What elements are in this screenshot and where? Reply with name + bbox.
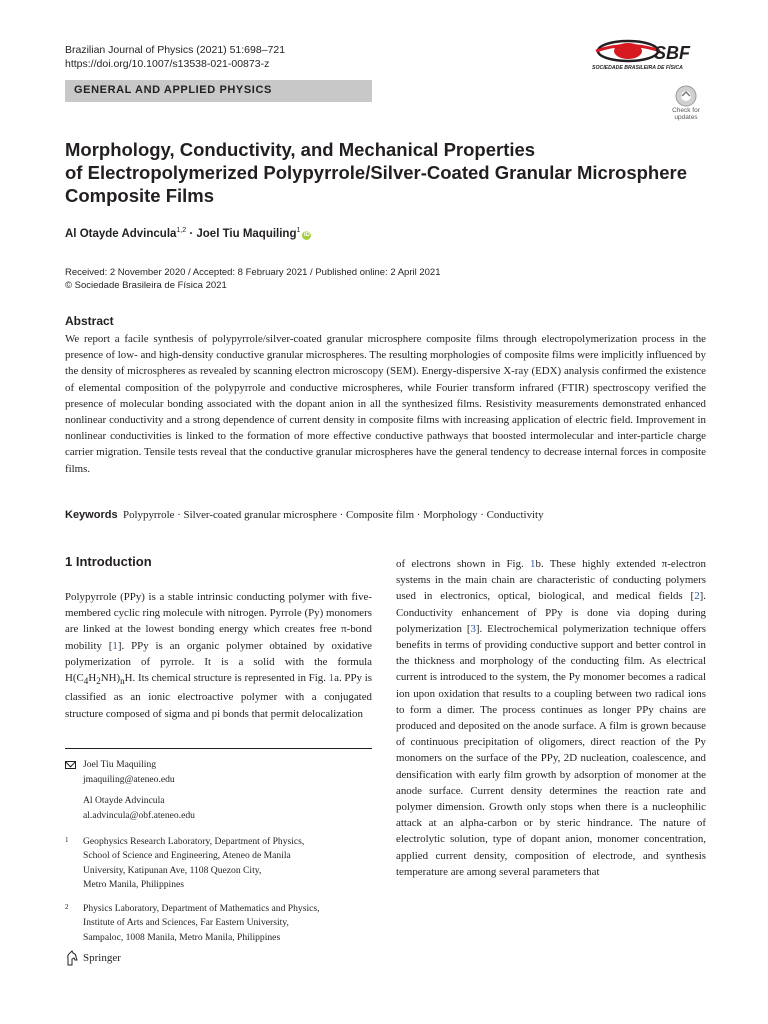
check-line2: updates: [674, 114, 698, 121]
affiliation-line: Geophysics Research Laboratory, Department of Physics,: [83, 836, 305, 847]
section-heading-introduction: 1 Introduction: [65, 554, 152, 569]
title-line-2: of Electropolymerized Polypyrrole/Silver-Coated Granular Microsphere: [65, 162, 687, 183]
check-line1: Check for: [672, 107, 700, 114]
copyright-line: © Sociedade Brasileira de Física 2021: [65, 280, 227, 291]
affiliation-line: Sampaloc, 1008 Manila, Metro Manila, Philippines: [83, 931, 281, 943]
abstract-text: We report a facile synthesis of polypyrrole/silver-coated granular microsphere composite films through electropolymerization process in the presence of low- and high-density conductive granular microspheres. The resulting morphologies of composite films were implicitly influenced by the density of microspheres as revealed by scanning electron microscopy (SEM). Energy-dispersive X-ray (EDX) analysis confirmed the existence of elemental composition of the polypyrrole and conductive microspheres, while Fourier transform infrared (FTIR) spectroscopy verified the presence of molecular bonding associated with the dopant anion in all the synthesized films. Resistivity measurements demonstrated enhanced nonlinear conductivity and a strong dependence of current density in composite films with increasing application of electric field. Improvement in nonlinear conductivities is linked to the formation of more effective conductive pathways that boosted intermolecular and inter-particle charge carrier migration. Tensile tests reveal that the conductive granular microspheres have the general tendency to decrease internal forces in composite films.: [65, 333, 706, 475]
envelope-icon: [65, 761, 76, 769]
author-affiliation-marker: 1,2: [176, 227, 187, 234]
body-text: of electrons shown in Fig.: [396, 558, 531, 570]
affiliation-line: Metro Manila, Philippines: [83, 878, 184, 890]
citation-link[interactable]: 3: [470, 622, 476, 635]
keywords-line: [65, 509, 544, 521]
publisher-name: Springer: [83, 952, 121, 964]
body-text: ]. Electrochemical polymerization technique offers benefits in terms of providing conductive support and better control in the thickness and morphology of the conducting film. As electrical current is introduced to the system, the Py monomer becomes a radical ion upon oxidation that results to a coupling between two radical ions to form a dimer. The process continues as longer PPy chains are produced and deposited on the anode surface. A film is grown because of continuous precipitation of oligomers, direct reaction of the Py monomers on the surface of the PPy, 2D nucleation, coalescence, and densification with early film growth by adsorption of monomer at the anode surface. Current density determines the reaction rate and polymer dimension. Growth only stops when there is a nucleophilic attack at an alpha-carbon or by steric hindrance. The nature of electrolytic solution, type of dopant anion, monomer concentration, applied current density, composition of electrode, and synthesis temperature are among several parameters that: [396, 622, 707, 878]
affiliation-line: University, Katipunan Ave, 1108 Quezon City,: [83, 864, 262, 876]
body-text: a. PPy is classified as an ionic electroactive polymer with a conjugated structure composed of sigma and pi bonds that permit delocalization: [65, 672, 372, 720]
affiliation-number: 1: [65, 836, 69, 844]
citation-link[interactable]: 1: [112, 639, 118, 652]
title-line-1: Morphology, Conductivity, and Mechanical Properties: [65, 139, 536, 160]
author-separator: ·: [186, 227, 197, 240]
corresponding-author-name: Joel Tiu Maquiling: [83, 759, 157, 770]
journal-citation: Brazilian Journal of Physics (2021) 51:698–721: [65, 44, 286, 56]
author-name[interactable]: Joel Tiu Maquiling: [196, 227, 297, 240]
correspondence-block: [65, 758, 320, 945]
affiliation-line: School of Science and Engineering, Ateneo de Manila: [83, 850, 291, 862]
affiliation-line: Physics Laboratory, Department of Mathematics and Physics,: [83, 903, 320, 915]
body-text: ]. Conductivity enhancement of PPy is done via doping during polymerization [: [396, 590, 706, 635]
logo-brand: SBF: [654, 43, 690, 63]
body-text: H. Its chemical structure is represented in Fig.: [124, 672, 329, 685]
body-text: b. These highly extended π-electron systems in the main chain are characteristic of conducting polymers used in electronics, optical, biological, and medical fields [: [396, 558, 707, 603]
affiliation-number: 2: [65, 903, 69, 912]
subscript: n: [120, 676, 125, 687]
keywords-text: Polypyrrole · Silver-coated granular microsphere · Composite film · Morphology · Conductivity: [123, 509, 544, 521]
coauthor-email[interactable]: al.advincula@obf.ateneo.edu: [83, 809, 195, 821]
body-text: H: [88, 672, 97, 685]
title-line-3: Composite Films: [65, 185, 215, 206]
journal-header: [65, 43, 285, 71]
orcid-icon[interactable]: iD: [303, 231, 310, 238]
body-text: NH): [100, 672, 121, 685]
body-column-left: [65, 589, 372, 722]
author-affiliation-marker: 1: [296, 227, 301, 234]
affiliation-item: [65, 902, 320, 945]
author-name[interactable]: Al Otayde Advincula: [65, 227, 177, 240]
citation-link[interactable]: 2: [694, 590, 700, 603]
abstract-heading: Abstract: [65, 314, 114, 328]
article-title: [65, 138, 705, 207]
footnote-divider: [65, 748, 372, 749]
coauthor-name: Al Otayde Advincula: [83, 795, 165, 806]
springer-horse-icon: [65, 950, 79, 966]
body-text: Polypyrrole (PPy) is a stable intrinsic conducting polymer with five-membered cyclic ring molecule with nitrogen. Pyrrole (Py) monomers are linked at the lowest bonding energy which creates free π-bond mobility [: [65, 591, 372, 652]
figure-link[interactable]: 1: [530, 558, 536, 570]
corresponding-author-email[interactable]: jmaquiling@ateneo.edu: [83, 773, 175, 785]
section-label-bar: [65, 80, 372, 102]
logo-subtitle: SOCIEDADE BRASILEIRA DE FÍSICA: [592, 65, 683, 71]
doi-link[interactable]: https://doi.org/10.1007/s13538-021-00873-z: [65, 58, 270, 70]
figure-link[interactable]: 1: [328, 672, 335, 685]
check-for-updates-label[interactable]: [664, 107, 708, 121]
publisher-footer: [65, 950, 121, 966]
article-dates: [65, 266, 441, 292]
affiliation-line: Institute of Arts and Sciences, Far Eastern University,: [83, 917, 289, 929]
subscript: 4: [83, 676, 89, 687]
author-list: [65, 227, 311, 240]
published-date: / Published online: 2 April 2021: [307, 267, 441, 278]
section-label: GENERAL AND APPLIED PHYSICS: [74, 84, 272, 96]
subscript: 2: [96, 676, 101, 687]
body-text: ]. PPy is an organic polymer obtained by oxidative polymerization of pyrrole. It is a solid with the formula H(C: [65, 639, 372, 685]
body-column-right: [396, 556, 706, 880]
affiliation-item: [65, 835, 320, 892]
keywords-label: Keywords: [65, 509, 118, 521]
received-accepted-dates: Received: 2 November 2020 / Accepted: 8 February 2021: [65, 267, 308, 278]
